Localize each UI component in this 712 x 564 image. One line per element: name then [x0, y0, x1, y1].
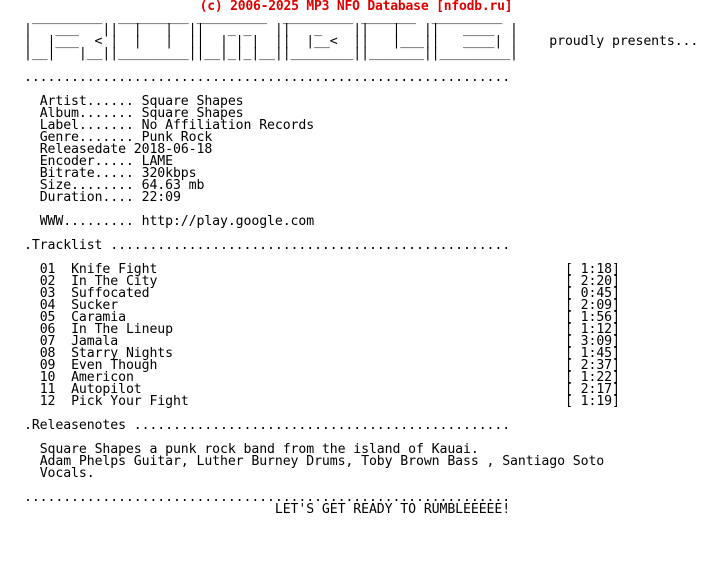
releasedate-value: 2018-06-18	[133, 142, 213, 157]
track-title: Even Though	[71, 358, 158, 373]
track-number: 12	[39, 394, 56, 409]
track-number: 04	[39, 298, 56, 313]
track-number: 02	[39, 274, 56, 289]
track-title: Pick Your Fight	[71, 394, 189, 409]
ascii-logo-line: _________ _________ _________ _________ _______ _________	[24, 10, 511, 25]
tracklist-heading: .Tracklist ...................................................	[24, 238, 511, 253]
track-number: 06	[39, 322, 56, 337]
track-duration: [ 1:12]	[564, 322, 620, 337]
track-title: Americon	[71, 370, 134, 385]
track-number: 11	[39, 382, 56, 397]
label-value: No Affiliation Records	[141, 118, 315, 133]
ascii-logo-line: | ___ || | | || _ _ || _ || | || ____ |	[24, 22, 518, 37]
track-number: 05	[39, 310, 56, 325]
releasedate-label: Releasedate	[39, 142, 126, 157]
track-title: Starry Nights	[71, 346, 173, 361]
track-title: In The Lineup	[71, 322, 173, 337]
releasenotes-heading: .Releasenotes ................................................	[24, 418, 511, 433]
track-title: Suffocated	[71, 286, 150, 301]
track-number: 08	[39, 346, 56, 361]
ascii-logo-line: | |___ < | | | || | | | || |__< || |___|| ____| |	[24, 34, 518, 49]
track-duration: [ 1:19]	[564, 394, 620, 409]
closing-line	[24, 502, 510, 517]
label-label: Label.......	[39, 118, 134, 133]
track-duration: [ 1:18]	[564, 262, 620, 277]
album-label: Album.......	[39, 106, 134, 121]
track-row	[24, 394, 620, 409]
track-number: 01	[39, 262, 56, 277]
track-title: Knife Fight	[71, 262, 158, 277]
duration-value: 22:09	[141, 190, 181, 205]
size-value: 64.63 mb	[141, 178, 205, 193]
track-title: Jamala	[71, 334, 119, 349]
track-duration: [ 1:22]	[564, 370, 620, 385]
tagline: proudly presents...	[549, 34, 699, 49]
www-label: WWW.........	[39, 214, 134, 229]
duration-label: Duration....	[39, 190, 134, 205]
encoder-label: Encoder.....	[39, 154, 134, 169]
track-duration: [ 0:45]	[564, 286, 620, 301]
track-duration: [ 1:56]	[564, 310, 620, 325]
nfo-text	[24, 12, 698, 516]
track-duration: [ 3:09]	[564, 334, 620, 349]
size-label: Size........	[39, 178, 134, 193]
separator: ..............................................................	[24, 490, 511, 505]
releasenote-line: Square Shapes a punk rock band from the island of Kauai.	[39, 442, 479, 457]
bitrate-label: Bitrate.....	[39, 166, 134, 181]
artist-value: Square Shapes	[141, 94, 244, 109]
track-duration: [ 1:45]	[564, 346, 620, 361]
genre-value: Punk Rock	[141, 130, 213, 145]
album-value: Square Shapes	[141, 106, 244, 121]
track-number: 03	[39, 286, 56, 301]
track-number: 07	[39, 334, 56, 349]
encoder-value: LAME	[141, 154, 173, 169]
releasenote-line: Vocals.	[39, 466, 95, 481]
track-title: Sucker	[71, 298, 119, 313]
www-value: http://play.google.com	[141, 214, 315, 229]
track-title: Caramia	[71, 310, 126, 325]
nfodb-credit: (c) 2006-2025 MP3 NFO Database [nfodb.ru]	[199, 0, 513, 14]
track-title: Autopilot	[71, 382, 142, 397]
releasenote-line: Adam Phelps Guitar, Luther Burney Drums, Toby Brown Bass , Santiago Soto	[39, 454, 605, 469]
track-list	[24, 262, 620, 409]
separator: ..............................................................	[24, 70, 511, 85]
track-number: 09	[39, 358, 56, 373]
track-duration: [ 2:17]	[564, 382, 620, 397]
genre-label: Genre.......	[39, 130, 134, 145]
track-duration: [ 2:20]	[564, 274, 620, 289]
track-duration: [ 2:37]	[564, 358, 620, 373]
ascii-logo-line: |__| |__||_________||__|_|_|__||________||_______||_________|	[24, 46, 518, 61]
bitrate-value: 320kbps	[141, 166, 197, 181]
track-duration: [ 2:09]	[564, 298, 620, 313]
closing-text: LET'S GET READY TO RUMBLEEEEE!	[274, 502, 511, 517]
track-title: In The City	[71, 274, 158, 289]
track-number: 10	[39, 370, 56, 385]
artist-label: Artist......	[39, 94, 134, 109]
